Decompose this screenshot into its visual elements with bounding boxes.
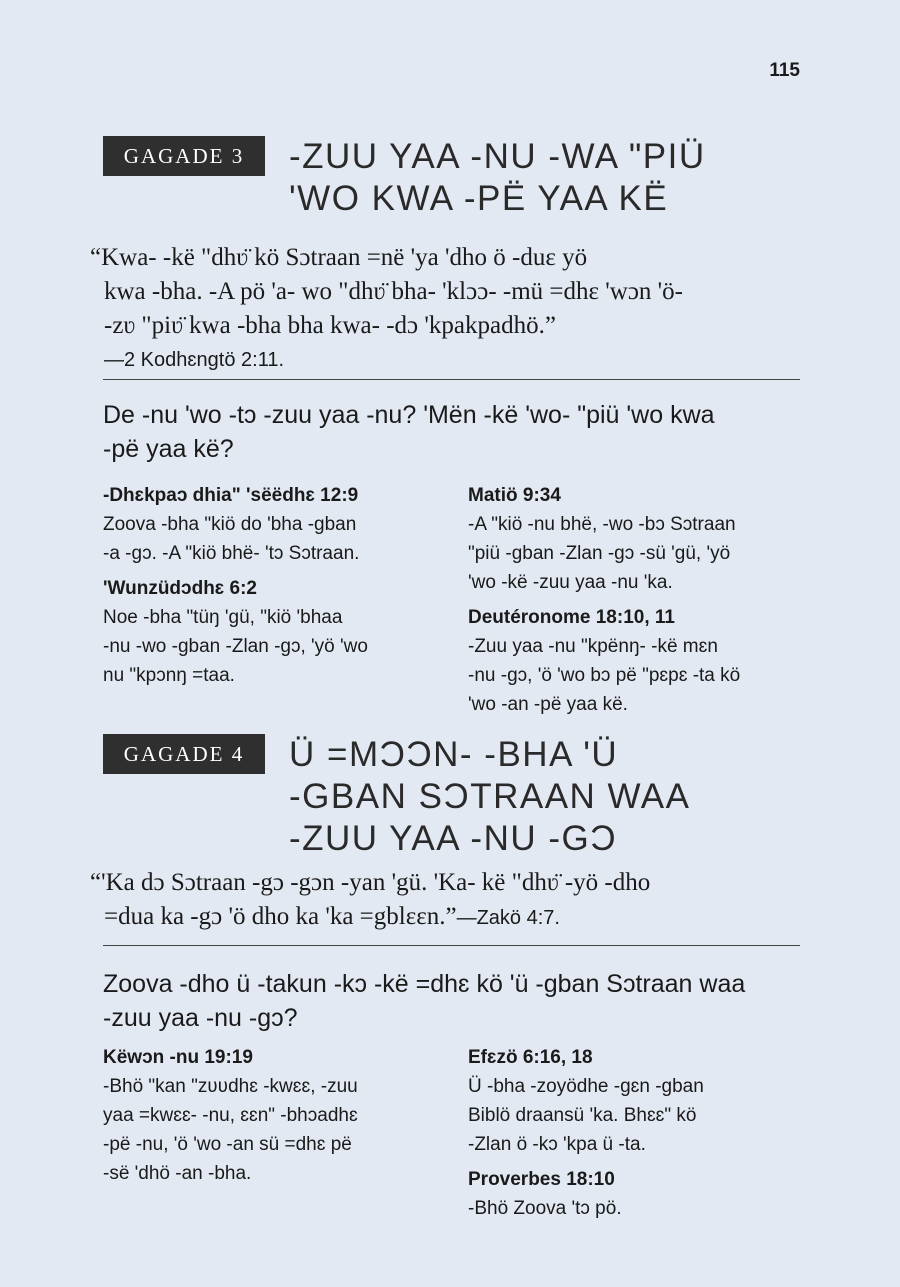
lesson-3-title [289, 136, 769, 220]
reference-title: Këwɔn -nu 19:19 [103, 1047, 253, 1068]
ref-line: -nu -wo -gban -Zlan -gɔ, 'yö 'wo [103, 636, 368, 657]
ref-line: Noe -bha "tüŋ 'gü, "kiö 'bhaa [103, 607, 343, 628]
lesson-3-left-refs [103, 481, 448, 696]
reference-title: Efɛzö 6:16, 18 [468, 1047, 593, 1068]
title-line: -ZUU YAA -NU -GƆ [289, 819, 617, 858]
ref-line: Zoova -bha "kiö do 'bha -gban [103, 514, 357, 535]
question-line: -zuu yaa -nu -gɔ? [103, 1004, 298, 1032]
ref-line: -pë -nu, 'ö 'wo -an sü =dhɛ pë [103, 1134, 352, 1155]
title-line: -ZUU YAA -NU -WA "PIÜ [289, 137, 706, 176]
ref-line: 'wo -an -pë yaa kë. [468, 694, 628, 715]
scripture-line [90, 900, 810, 935]
question-line: Zoova -dho ü -takun -kɔ -kë =dhɛ kö 'ü -gban Sɔtraan waa [103, 970, 746, 998]
scripture-line: -zʋ "piʋ̈ kwa -bha bha kwa- -dɔ 'kpakpadhö.” [104, 312, 556, 339]
reference-title: Deutéronome 18:10, 11 [468, 607, 675, 628]
title-line: 'WO KWA -PË YAA KË [289, 179, 669, 218]
lesson-4-right-refs [468, 1043, 813, 1229]
lesson-3-question [103, 398, 803, 466]
ref-line: -së 'dhö -an -bha. [103, 1163, 252, 1184]
reference-text [468, 1072, 813, 1159]
reference-text [468, 632, 813, 719]
reference-text [103, 1072, 448, 1188]
ref-line: Biblö draansü 'ka. Bhɛɛ" kö [468, 1105, 697, 1126]
question-line: -pë yaa kë? [103, 435, 234, 463]
ref-line: -Bhö "kan "zʋʋdhɛ -kwɛɛ, -zuu [103, 1076, 358, 1097]
ref-line: -A "kiö -nu bhë, -wo -bɔ Sɔtraan [468, 514, 736, 535]
scripture-line: kwa -bha. -A pö 'a- wo "dhʋ̈ bha- 'klɔɔ- -mü =dhɛ 'wɔn 'ö- [104, 278, 683, 305]
lesson-4-left-refs [103, 1043, 448, 1194]
ref-line: 'wo -kë -zuu yaa -nu 'ka. [468, 572, 673, 593]
lesson-4-title [289, 734, 769, 860]
reference-title: Matiö 9:34 [468, 485, 561, 506]
divider [103, 379, 800, 380]
lesson-4-scripture [90, 866, 810, 935]
ref-line: yaa =kwɛɛ- -nu, ɛɛn" -bhɔadhɛ [103, 1105, 358, 1126]
scripture-citation: —Zakö 4:7. [456, 907, 560, 929]
lesson-4-question [103, 967, 803, 1035]
ref-line: nu "kpɔnŋ =taa. [103, 665, 235, 686]
page-number: 115 [769, 60, 800, 81]
scripture-line-text: =dua ka -gɔ 'ö dho ka 'ka =gblɛɛn.” [104, 903, 457, 930]
scripture-line: “'Ka dɔ Sɔtraan -gɔ -gɔn -yan 'gü. 'Ka- kë "dhʋ̈ -yö -dho [90, 869, 651, 896]
title-line: Ü =MƆƆN- -BHA 'Ü [289, 735, 619, 774]
reference-title: Proverbes 18:10 [468, 1169, 615, 1190]
title-line: -GBAN SƆTRAAN WAA [289, 777, 691, 816]
reference-title: -Dhɛkpaɔ dhia" 'sëëdhɛ 12:9 [103, 485, 359, 506]
reference-title: 'Wunzüdɔdhɛ 6:2 [103, 578, 257, 599]
lesson-4-badge: GAGADE 4 [103, 734, 265, 774]
ref-line: -a -gɔ. -A "kiö bhë- 'tɔ Sɔtraan. [103, 543, 360, 564]
ref-line: -Zlan ö -kɔ 'kpa ü -ta. [468, 1134, 646, 1155]
divider [103, 945, 800, 946]
reference-text [468, 1194, 813, 1223]
ref-line: -nu -gɔ, 'ö 'wo bɔ pë "pɛpɛ -ta kö [468, 665, 741, 686]
ref-line: Ü -bha -zoyödhe -gɛn -gban [468, 1076, 704, 1097]
lesson-3-scripture [90, 241, 810, 377]
ref-line: -Bhö Zoova 'tɔ pö. [468, 1198, 622, 1219]
reference-text [468, 510, 813, 597]
question-line: De -nu 'wo -tɔ -zuu yaa -nu? 'Mën -kë 'wo- "piü 'wo kwa [103, 401, 715, 429]
ref-line: "piü -gban -Zlan -gɔ -sü 'gü, 'yö [468, 543, 731, 564]
lesson-4-header [103, 734, 769, 860]
reference-text [103, 603, 448, 690]
lesson-3-header [103, 136, 769, 220]
ref-line: -Zuu yaa -nu "kpënŋ- -kë mɛn [468, 636, 718, 657]
scripture-line: “Kwa- -kë "dhʋ̈ kö Sɔtraan =në 'ya 'dho ö -duɛ yö [90, 244, 588, 271]
lesson-3-badge: GAGADE 3 [103, 136, 265, 176]
reference-text [103, 510, 448, 568]
scripture-citation: —2 Kodhɛngtö 2:11. [104, 349, 285, 371]
lesson-3-right-refs [468, 481, 813, 725]
